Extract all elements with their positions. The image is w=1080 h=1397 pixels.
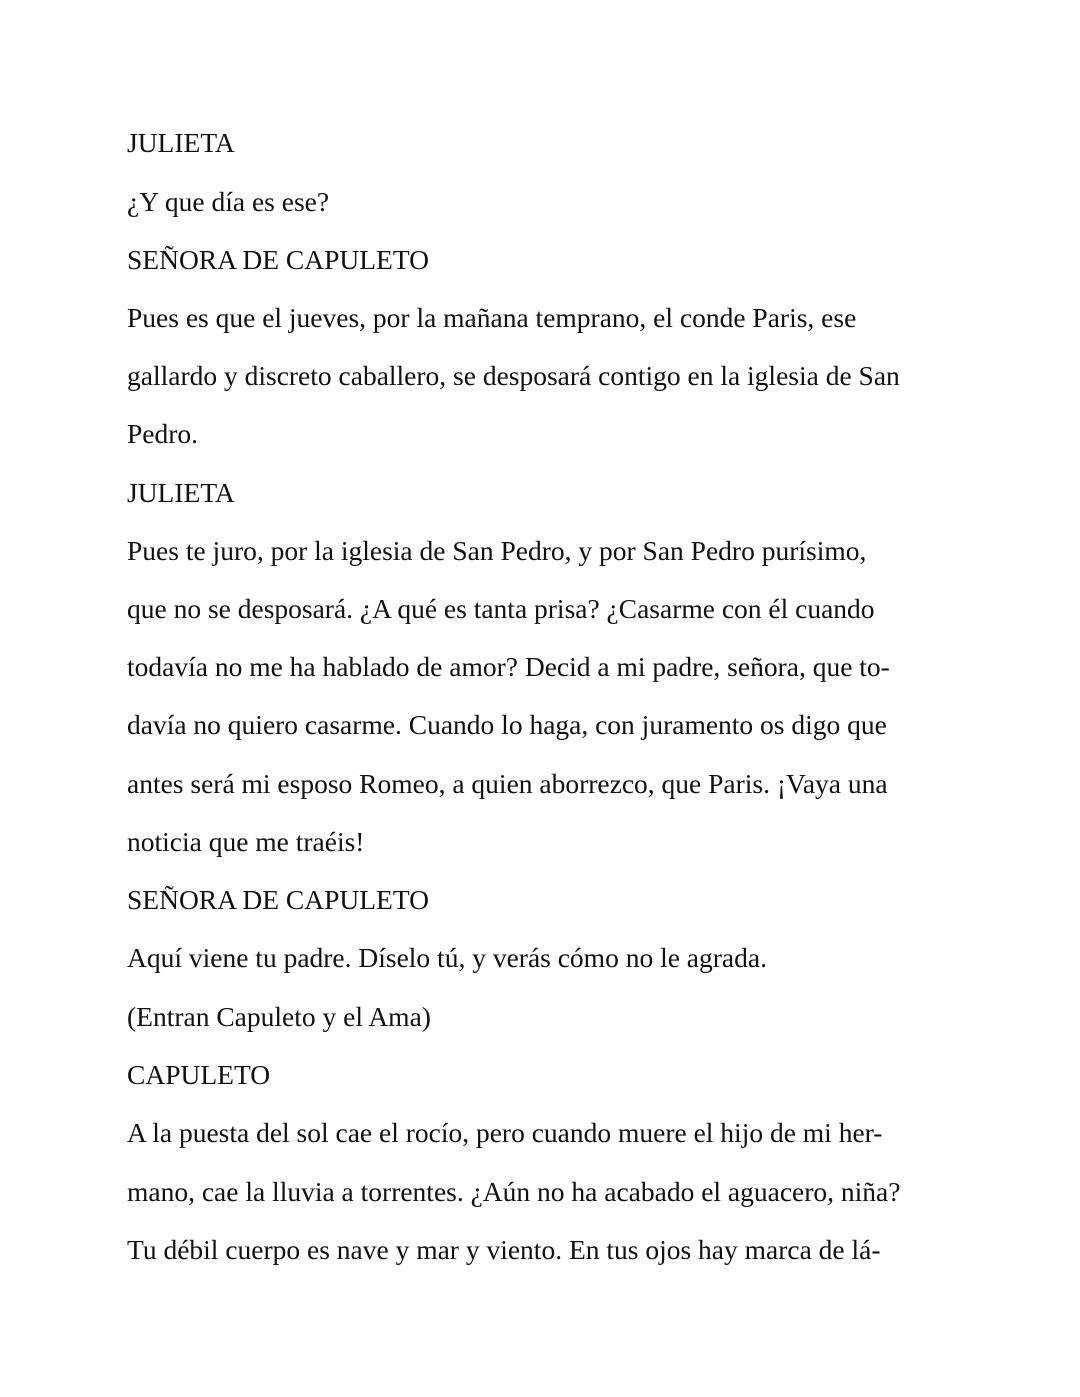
dialogue-line: davía no quiero casarme. Cuando lo haga, con juramento os digo que (127, 709, 887, 740)
dialogue-line: noticia que me traéis! (127, 826, 365, 857)
dialogue-line: Pues es que el jueves, por la mañana temprano, el conde Paris, ese (127, 302, 857, 333)
dialogue-line: antes será mi esposo Romeo, a quien aborrezco, que Paris. ¡Vaya una (127, 768, 888, 799)
dialogue-line: Pues te juro, por la iglesia de San Pedro, y por San Pedro purísimo, (127, 535, 867, 566)
dialogue-line: Pedro. (127, 418, 199, 449)
speaker-name: CAPULETO (127, 1059, 271, 1090)
dialogue-line: todavía no me ha hablado de amor? Decid a mi padre, señora, que to- (127, 651, 890, 682)
stage-direction: (Entran Capuleto y el Ama) (127, 1001, 431, 1032)
dialogue-line: A la puesta del sol cae el rocío, pero cuando muere el hijo de mi her- (127, 1117, 883, 1148)
speaker-name: JULIETA (127, 127, 235, 158)
dialogue-line: que no se desposará. ¿A qué es tanta prisa? ¿Casarme con él cuando (127, 593, 875, 624)
dialogue-line: Tu débil cuerpo es nave y mar y viento. En tus ojos hay marca de lá- (127, 1234, 881, 1265)
speaker-name: SEÑORA DE CAPULETO (127, 884, 430, 915)
dialogue-line: ¿Y que día es ese? (127, 186, 330, 217)
dialogue-line: mano, cae la lluvia a torrentes. ¿Aún no ha acabado el aguacero, niña? (127, 1176, 901, 1207)
dialogue-line: gallardo y discreto caballero, se desposará contigo en la iglesia de San (127, 360, 900, 391)
speaker-name: SEÑORA DE CAPULETO (127, 244, 430, 275)
speaker-name: JULIETA (127, 477, 235, 508)
dialogue-line: Aquí viene tu padre. Díselo tú, y verás cómo no le agrada. (127, 942, 767, 973)
